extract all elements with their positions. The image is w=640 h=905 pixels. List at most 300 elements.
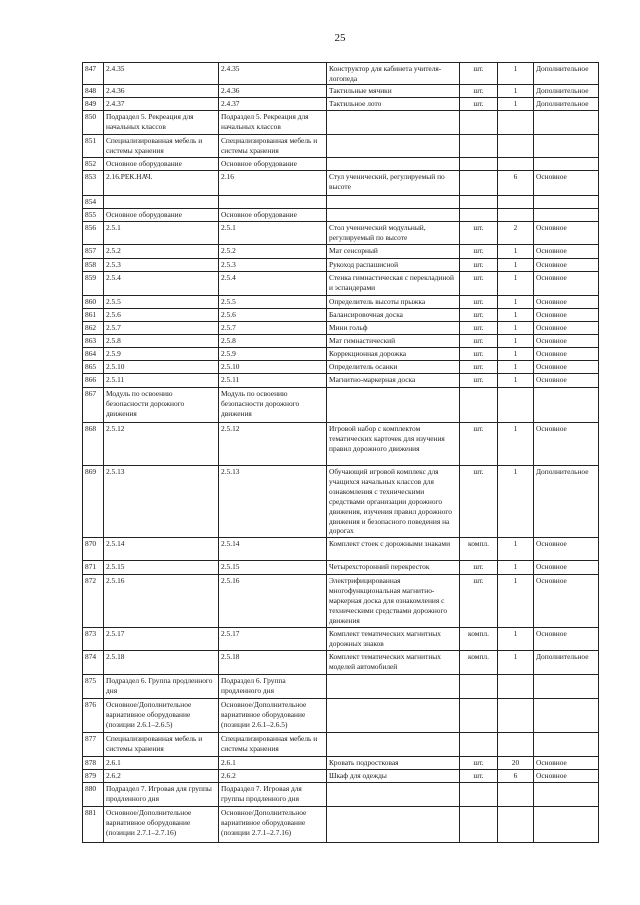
cell-qty (498, 733, 534, 757)
cell-name (327, 757, 460, 770)
cell-code-1-text: 2.6.2 (106, 771, 121, 780)
cell-code-1 (104, 466, 219, 538)
cell-number-text: 850 (85, 112, 97, 121)
cell-qty-text: 1 (513, 246, 518, 255)
cell-qty-text: 1 (513, 273, 518, 282)
cell-number-text: 848 (85, 86, 97, 95)
cell-qty-text: 1 (513, 539, 518, 548)
cell-name (327, 699, 460, 733)
cell-number (83, 296, 104, 309)
cell-code-2 (219, 757, 327, 770)
cell-unit (460, 466, 498, 538)
cell-code-1-text: 2.5.10 (106, 362, 125, 371)
cell-qty-text: 20 (511, 758, 520, 767)
cell-name (327, 85, 460, 98)
table-row (83, 628, 599, 651)
cell-unit-text: шт. (473, 576, 484, 585)
cell-number-text: 849 (85, 99, 97, 108)
cell-unit (460, 374, 498, 388)
cell-number (83, 209, 104, 222)
cell-name (327, 63, 460, 85)
cell-code-2 (219, 575, 327, 628)
cell-unit-text: шт. (473, 467, 484, 476)
cell-code-1 (104, 259, 219, 272)
cell-code-1 (104, 538, 219, 561)
cell-qty-text: 2 (513, 223, 518, 232)
cell-number (83, 63, 104, 85)
cell-number-text: 862 (85, 323, 97, 332)
cell-number (83, 272, 104, 296)
table-row (83, 807, 599, 843)
cell-qty (498, 561, 534, 575)
cell-type-text: Дополнительное (536, 99, 589, 108)
table-row (83, 98, 599, 111)
cell-name (327, 259, 460, 272)
cell-code-2 (219, 628, 327, 651)
cell-type-text: Основное (536, 758, 567, 767)
cell-name-text: Балансировочная доска (329, 310, 403, 319)
cell-code-1-text: 2.5.11 (106, 375, 125, 384)
cell-unit-text: шт. (473, 771, 484, 780)
cell-unit-text: шт. (473, 562, 484, 571)
cell-code-2-text: 2.5.1 (221, 223, 236, 232)
cell-code-2 (219, 272, 327, 296)
cell-name (327, 222, 460, 245)
cell-code-2-text: 2.5.14 (221, 539, 240, 548)
cell-number (83, 348, 104, 361)
cell-number-text: 878 (85, 758, 97, 767)
equipment-table (82, 62, 599, 843)
cell-code-2 (219, 98, 327, 111)
cell-code-2-text: 2.5.15 (221, 562, 240, 571)
cell-name-text: Обучающий игровой комплекс для учащихся начальных классов для ознакомления с техническими средствами организации дорожного движения, изучения правил дорожного движения и безопасного поведения на дорогах (329, 467, 452, 536)
cell-number (83, 561, 104, 575)
cell-name (327, 171, 460, 196)
table-row (83, 361, 599, 374)
cell-qty (498, 374, 534, 388)
cell-name-text: Мини гольф (329, 323, 368, 332)
cell-number-text: 861 (85, 310, 97, 319)
cell-code-1 (104, 757, 219, 770)
cell-unit (460, 222, 498, 245)
cell-number (83, 807, 104, 843)
cell-qty (498, 309, 534, 322)
cell-code-1 (104, 245, 219, 259)
table-row (83, 388, 599, 423)
table-row (83, 322, 599, 335)
cell-qty-text: 1 (513, 576, 518, 585)
cell-code-1-text: 2.4.37 (106, 99, 125, 108)
table-row (83, 783, 599, 807)
cell-unit (460, 538, 498, 561)
table-row (83, 158, 599, 171)
table-row (83, 222, 599, 245)
cell-qty (498, 628, 534, 651)
cell-unit (460, 561, 498, 575)
cell-code-2-text: 2.4.36 (221, 86, 240, 95)
cell-unit (460, 733, 498, 757)
table-row (83, 466, 599, 538)
cell-name (327, 575, 460, 628)
cell-code-2 (219, 335, 327, 348)
cell-unit (460, 651, 498, 675)
cell-qty-text: 1 (513, 629, 518, 638)
table-row (83, 111, 599, 135)
cell-code-1-text: 2.6.1 (106, 758, 121, 767)
cell-unit-text: шт. (473, 273, 484, 282)
cell-unit-text: шт. (473, 323, 484, 332)
cell-number (83, 423, 104, 466)
cell-number-text: 869 (85, 467, 97, 476)
table-row (83, 135, 599, 158)
cell-code-1 (104, 423, 219, 466)
cell-name (327, 538, 460, 561)
cell-qty (498, 675, 534, 699)
cell-name (327, 807, 460, 843)
cell-code-1-text: Основное/Дополнительное вариативное оборудование (позиции 2.7.1–2.7.16) (106, 808, 192, 837)
cell-code-2 (219, 699, 327, 733)
table-row (83, 245, 599, 259)
cell-code-1-text: Подраздел 7. Игровая для группы продленного дня (106, 784, 212, 803)
cell-name-text: Мат гимнастический (329, 336, 396, 345)
table-row (83, 423, 599, 466)
cell-qty (498, 348, 534, 361)
cell-name-text: Электрифицированная многофункциональная магнитно-маркерная доска для ознакомления с техническими средствами дорожного движения (329, 576, 448, 625)
cell-qty (498, 322, 534, 335)
cell-name-text: Мат сенсорный (329, 246, 378, 255)
cell-name-text: Шкаф для одежды (329, 771, 387, 780)
cell-number (83, 651, 104, 675)
cell-code-2 (219, 423, 327, 466)
cell-qty (498, 770, 534, 783)
cell-type (534, 111, 599, 135)
table-row (83, 171, 599, 196)
cell-number-text: 866 (85, 375, 97, 384)
cell-type (534, 259, 599, 272)
cell-qty (498, 466, 534, 538)
cell-code-1-text: 2.5.6 (106, 310, 121, 319)
cell-qty-text: 1 (513, 424, 518, 433)
cell-number-text: 859 (85, 273, 97, 282)
cell-code-2-text: 2.4.35 (221, 64, 240, 73)
cell-code-1-text: 2.5.1 (106, 223, 121, 232)
cell-number-text: 870 (85, 539, 97, 548)
cell-type (534, 85, 599, 98)
cell-type (534, 388, 599, 423)
cell-code-2 (219, 348, 327, 361)
cell-type (534, 783, 599, 807)
cell-number (83, 770, 104, 783)
cell-unit (460, 348, 498, 361)
cell-unit (460, 335, 498, 348)
cell-qty (498, 85, 534, 98)
cell-number-text: 855 (85, 210, 97, 219)
cell-code-1 (104, 196, 219, 209)
cell-name (327, 111, 460, 135)
cell-code-1 (104, 770, 219, 783)
table-row (83, 296, 599, 309)
cell-qty-text: 1 (513, 260, 518, 269)
cell-unit-text: шт. (473, 223, 484, 232)
cell-number-text: 871 (85, 562, 97, 571)
cell-code-1 (104, 171, 219, 196)
cell-unit (460, 309, 498, 322)
cell-code-1 (104, 272, 219, 296)
cell-code-2-text: 2.4.37 (221, 99, 240, 108)
cell-code-2 (219, 111, 327, 135)
cell-qty-text: 1 (513, 86, 518, 95)
cell-type-text: Дополнительное (536, 652, 589, 661)
cell-code-1-text: 2.5.13 (106, 467, 125, 476)
cell-type-text: Основное (536, 323, 567, 332)
cell-qty (498, 699, 534, 733)
cell-qty (498, 111, 534, 135)
cell-name (327, 733, 460, 757)
cell-number (83, 85, 104, 98)
cell-code-2-text: 2.6.2 (221, 771, 236, 780)
cell-code-2-text: Основное оборудование (221, 159, 297, 168)
cell-type (534, 296, 599, 309)
cell-unit (460, 272, 498, 296)
cell-qty (498, 209, 534, 222)
cell-type-text: Основное (536, 424, 567, 433)
cell-qty (498, 423, 534, 466)
cell-qty-text: 1 (513, 349, 518, 358)
cell-qty-text: 1 (513, 323, 518, 332)
page-number: 25 (334, 32, 346, 44)
cell-type-text: Дополнительное (536, 86, 589, 95)
cell-code-2-text: 2.5.7 (221, 323, 236, 332)
cell-code-2 (219, 158, 327, 171)
cell-qty-text: 1 (513, 652, 518, 661)
cell-number-text: 874 (85, 652, 97, 661)
cell-type (534, 322, 599, 335)
cell-code-2 (219, 322, 327, 335)
cell-number (83, 538, 104, 561)
cell-type-text: Основное (536, 375, 567, 384)
cell-qty-text: 1 (513, 362, 518, 371)
cell-qty-text: 1 (513, 467, 518, 476)
cell-unit (460, 296, 498, 309)
cell-name (327, 561, 460, 575)
cell-qty-text: 1 (513, 99, 518, 108)
cell-code-2 (219, 561, 327, 575)
cell-number (83, 374, 104, 388)
cell-name (327, 628, 460, 651)
cell-code-1-text: 2.5.2 (106, 246, 121, 255)
cell-number (83, 158, 104, 171)
cell-unit (460, 757, 498, 770)
cell-code-1-text: 2.4.36 (106, 86, 125, 95)
cell-type (534, 348, 599, 361)
cell-code-2 (219, 466, 327, 538)
cell-number-text: 873 (85, 629, 97, 638)
cell-name (327, 335, 460, 348)
cell-number (83, 733, 104, 757)
cell-code-2-text: 2.5.10 (221, 362, 240, 371)
cell-code-2-text: 2.6.1 (221, 758, 236, 767)
cell-name-text: Тактильное лото (329, 99, 382, 108)
cell-type-text: Основное (536, 223, 567, 232)
table-row (83, 374, 599, 388)
cell-code-2-text: Подраздел 5. Рекреация для начальных классов (221, 112, 309, 131)
cell-type-text: Основное (536, 336, 567, 345)
cell-type-text: Основное (536, 297, 567, 306)
cell-code-1 (104, 388, 219, 423)
cell-qty-text: 1 (513, 336, 518, 345)
cell-number-text: 857 (85, 246, 97, 255)
cell-code-1 (104, 783, 219, 807)
cell-unit-text: шт. (473, 424, 484, 433)
table-row (83, 538, 599, 561)
cell-code-1 (104, 628, 219, 651)
cell-code-2 (219, 135, 327, 158)
cell-type (534, 466, 599, 538)
cell-number (83, 466, 104, 538)
cell-code-2 (219, 733, 327, 757)
cell-code-2 (219, 209, 327, 222)
table-row (83, 335, 599, 348)
cell-unit (460, 575, 498, 628)
cell-name (327, 388, 460, 423)
cell-qty (498, 158, 534, 171)
cell-type (534, 63, 599, 85)
cell-number-text: 865 (85, 362, 97, 371)
cell-code-2-text: Подраздел 6. Группа продленного дня (221, 676, 286, 695)
cell-qty-text: 1 (513, 297, 518, 306)
cell-code-2 (219, 245, 327, 259)
cell-qty (498, 361, 534, 374)
cell-type-text: Основное (536, 771, 567, 780)
cell-name-text: Определитель осанки (329, 362, 398, 371)
cell-number (83, 171, 104, 196)
cell-unit (460, 361, 498, 374)
cell-unit (460, 675, 498, 699)
cell-type (534, 561, 599, 575)
cell-unit (460, 628, 498, 651)
cell-qty-text: 1 (513, 64, 518, 73)
cell-number (83, 757, 104, 770)
cell-number (83, 196, 104, 209)
cell-type (534, 209, 599, 222)
cell-code-2-text: 2.5.17 (221, 629, 240, 638)
cell-code-2 (219, 807, 327, 843)
cell-unit-text: шт. (473, 375, 484, 384)
cell-code-2-text: 2.5.8 (221, 336, 236, 345)
cell-code-2-text: Основное/Дополнительное вариативное оборудование (позиции 2.7.1–2.7.16) (221, 808, 307, 837)
table-row (83, 196, 599, 209)
cell-type-text: Основное (536, 260, 567, 269)
cell-number-text: 858 (85, 260, 97, 269)
cell-qty (498, 296, 534, 309)
cell-type (534, 171, 599, 196)
cell-qty (498, 245, 534, 259)
cell-code-1-text: Модуль по освоению безопасности дорожного движения (106, 389, 185, 418)
cell-qty (498, 171, 534, 196)
cell-name-text: Четырехсторонний перекресток (329, 562, 430, 571)
cell-code-1 (104, 98, 219, 111)
cell-name-text: Коррекционная дорожка (329, 349, 407, 358)
cell-qty (498, 651, 534, 675)
cell-number (83, 575, 104, 628)
cell-code-2 (219, 222, 327, 245)
table-row (83, 699, 599, 733)
cell-type (534, 245, 599, 259)
table-row (83, 757, 599, 770)
cell-code-2-text: Специализированная мебель и системы хранения (221, 734, 318, 753)
cell-unit-text: компл. (468, 539, 489, 548)
cell-qty-text: 1 (513, 562, 518, 571)
cell-code-2-text: 2.5.16 (221, 576, 240, 585)
cell-type (534, 361, 599, 374)
cell-number-text: 881 (85, 808, 97, 817)
cell-type-text: Основное (536, 562, 567, 571)
cell-qty (498, 272, 534, 296)
cell-name (327, 348, 460, 361)
table-row (83, 770, 599, 783)
cell-code-2 (219, 309, 327, 322)
cell-name-text: Комплект тематических магнитных дорожных знаков (329, 629, 441, 648)
cell-code-1 (104, 135, 219, 158)
cell-name-text: Стол ученический модульный, регулируемый по высоте (329, 223, 426, 242)
cell-number (83, 222, 104, 245)
cell-type (534, 222, 599, 245)
cell-code-2-text: Подраздел 7. Игровая для группы продленного дня (221, 784, 302, 803)
cell-code-2 (219, 388, 327, 423)
cell-unit-text: компл. (468, 629, 489, 638)
cell-type-text: Основное (536, 273, 567, 282)
cell-name (327, 770, 460, 783)
cell-unit (460, 196, 498, 209)
cell-number (83, 361, 104, 374)
cell-number-text: 879 (85, 771, 97, 780)
cell-type (534, 733, 599, 757)
cell-qty (498, 98, 534, 111)
cell-type (534, 628, 599, 651)
cell-code-1 (104, 561, 219, 575)
table-body (83, 63, 599, 843)
cell-number-text: 872 (85, 576, 97, 585)
cell-name-text: Рукоход распашисной (329, 260, 399, 269)
cell-qty (498, 135, 534, 158)
cell-number-text: 876 (85, 700, 97, 709)
cell-number-text: 860 (85, 297, 97, 306)
cell-code-2 (219, 259, 327, 272)
cell-unit-text: шт. (473, 86, 484, 95)
cell-type-text: Основное (536, 172, 567, 181)
cell-code-2-text: 2.5.11 (221, 375, 240, 384)
cell-type (534, 675, 599, 699)
cell-number (83, 259, 104, 272)
cell-type (534, 538, 599, 561)
cell-type (534, 196, 599, 209)
cell-name (327, 196, 460, 209)
cell-qty (498, 335, 534, 348)
cell-name (327, 296, 460, 309)
cell-name (327, 98, 460, 111)
cell-unit (460, 209, 498, 222)
cell-name (327, 783, 460, 807)
cell-unit (460, 259, 498, 272)
table-row (83, 561, 599, 575)
cell-code-1 (104, 85, 219, 98)
cell-type-text: Дополнительное (536, 467, 589, 476)
cell-unit-text: шт. (473, 246, 484, 255)
table-row (83, 259, 599, 272)
cell-code-1 (104, 374, 219, 388)
cell-name (327, 272, 460, 296)
cell-code-1 (104, 335, 219, 348)
